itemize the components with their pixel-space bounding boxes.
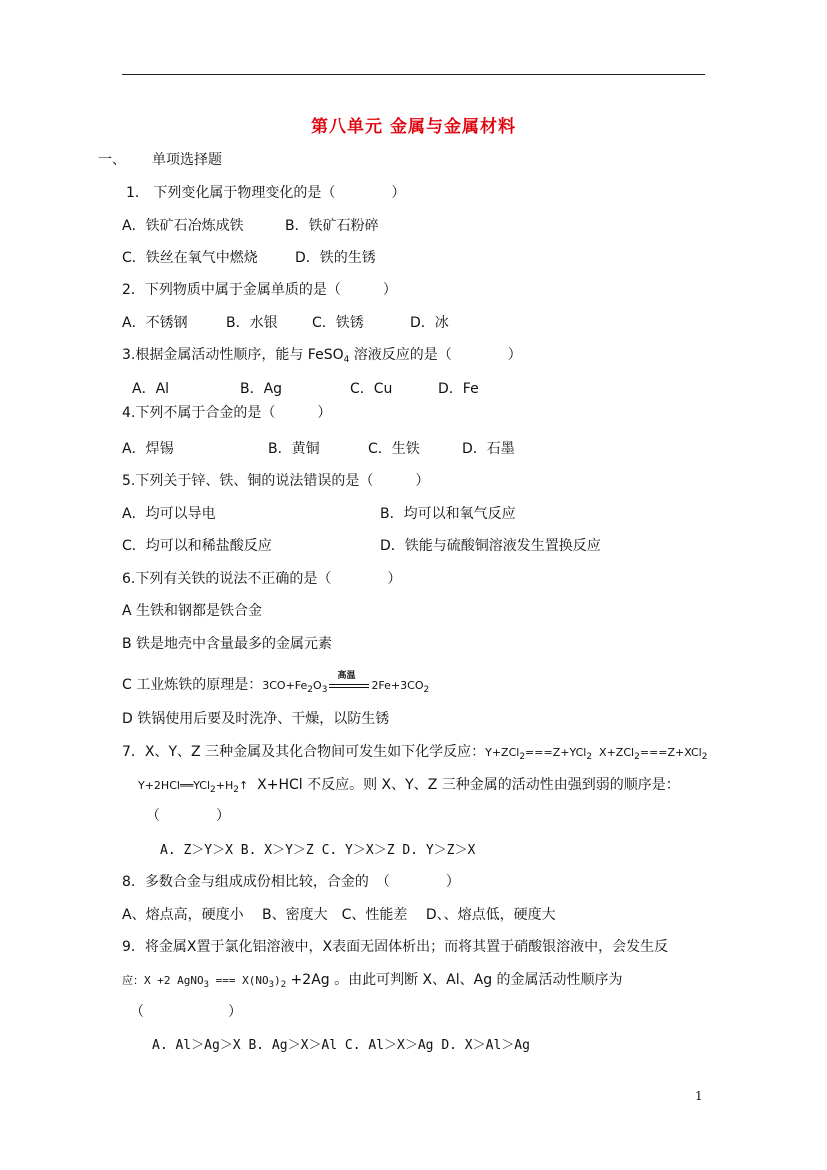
q4-option-c: C．生铁 [368, 441, 420, 457]
q1-option-d: D．铁的生锈 [295, 250, 376, 266]
q4-option-d: D．石墨 [462, 441, 515, 457]
q2-option-d: D．冰 [410, 315, 449, 331]
q4-option-b: B．黄铜 [268, 441, 320, 457]
q2-stem: 2．下列物质中属于金属单质的是（ ） [122, 282, 397, 298]
q3-option-b: B．Ag [240, 381, 283, 397]
q1-option-c: C．铁丝在氧气中燃烧 [122, 250, 258, 266]
q3-option-c: C．Cu [350, 381, 393, 397]
page-number: 1 [695, 1089, 703, 1103]
section-label: 单项选择题 [152, 152, 222, 168]
section-number: 一、 [98, 152, 126, 168]
q7-line1: 7．X、Y、Z 三种金属及其化合物间可发生如下化学反应：Y+ZCl$_2$===Z+YCl$_2$ X+ZCl$_2$===Z+XCl$_2$ [122, 744, 708, 762]
page-title: 第八单元 金属与金属材料 [311, 117, 516, 137]
q3-stem: 3.根据金属活动性顺序，能与 FeSO$_4$ 溶液反应的是（ ） [122, 347, 522, 365]
q5-stem: 5.下列关于锌、铁、铜的说法错误的是（ ） [122, 473, 430, 489]
q8-options: A、熔点高，硬度小 B、密度大 C、性能差 D、、熔点低，硬度大 [122, 907, 556, 923]
q1-stem: 1． 下列变化属于物理变化的是（ ） [126, 185, 406, 201]
q4-option-a: A．焊锡 [122, 441, 174, 457]
q9-options: A. Al＞Ag＞X B. Ag＞X＞Al C. Al＞X＞Ag D. X＞Al＞Ag [152, 1038, 530, 1053]
q3-option-a: A．Al [132, 381, 170, 397]
q6-option-a: A 生铁和钢都是铁合金 [122, 603, 263, 619]
q6-option-b: B 铁是地壳中含量最多的金属元素 [122, 636, 333, 652]
q9-line1: 9．将金属X置于氯化铝溶液中，X表面无固体析出；而将其置于硝酸银溶液中，会发生反 [122, 939, 669, 955]
q3-option-d: D．Fe [438, 381, 479, 397]
q9-line2: 应：X +2 AgNO$_3$ === $X(NO_3)_2 +2Ag$ 。由此可判断 X、Al、Ag 的金属活动性顺序为 [122, 972, 623, 990]
q5-option-a: A．均可以导电 [122, 506, 216, 522]
q9-answer-paren: （ ） [130, 1004, 242, 1020]
header-rule [122, 74, 705, 75]
q7-answer-paren: （ ） [146, 808, 230, 824]
q5-option-c: C．均可以和稀盐酸反应 [122, 538, 272, 554]
q1-option-a: A．铁矿石冶炼成铁 [122, 218, 244, 234]
q6-option-c: C 工业炼铁的原理是：$3CO+Fe_2O_3$ 高温 $2Fe+3CO_2$ [122, 671, 430, 695]
q7-line2: $Y+2HCl══YCl_2+H_2↑$ X+HCl 不反应。则 X、Y、Z 三种金属的活动性由强到弱的顺序是： [138, 777, 680, 795]
q4-stem: 4.下列不属于合金的是（ ） [122, 405, 332, 421]
q8-stem: 8．多数合金与组成成份相比较，合金的 （ ） [122, 874, 460, 890]
q2-option-c: C．铁锈 [312, 315, 364, 331]
q2-option-b: B．水银 [226, 315, 278, 331]
reaction-condition: 高温 [329, 676, 369, 694]
q6-stem: 6.下列有关铁的说法不正确的是（ ） [122, 571, 402, 587]
q6-option-d: D 铁锅使用后要及时洗净、干燥，以防生锈 [122, 711, 390, 727]
q7-options: A. Z＞Y＞X B. X＞Y＞Z C. Y＞X＞Z D. Y＞Z＞X [160, 843, 476, 858]
q5-option-d: D．铁能与硫酸铜溶液发生置换反应 [380, 538, 601, 554]
q1-option-b: B．铁矿石粉碎 [285, 218, 379, 234]
q2-option-a: A．不锈钢 [122, 315, 188, 331]
q5-option-b: B．均可以和氧气反应 [380, 506, 516, 522]
